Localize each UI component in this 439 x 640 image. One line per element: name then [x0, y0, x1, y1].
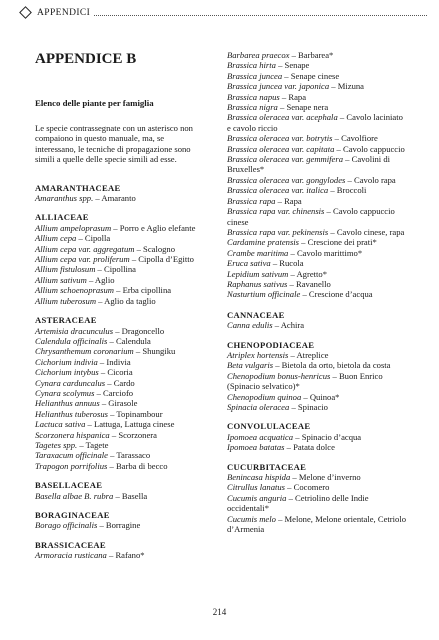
latin-name: Nasturtium officinale — [227, 289, 301, 300]
page-title: APPENDICE B — [35, 51, 137, 67]
left-family-list — [35, 183, 207, 561]
latin-name: Brassica rapa var. pekinensis — [227, 226, 329, 237]
common-name: – Calendula — [107, 335, 151, 346]
plant-entry — [227, 258, 407, 268]
common-name: – Tagete — [77, 439, 109, 450]
common-name: – Tarassaco — [107, 450, 151, 461]
plant-entry — [35, 296, 207, 306]
plant-entry — [227, 227, 407, 237]
common-name: – Amaranto — [93, 193, 136, 204]
subtitle: Elenco delle piante per famiglia — [35, 98, 154, 108]
common-name: – Borragine — [97, 520, 141, 531]
latin-name: Spinacia oleracea — [227, 402, 290, 412]
common-name: – Quinoa* — [301, 391, 340, 402]
right-column — [227, 50, 407, 534]
latin-name: Beta vulgaris — [227, 360, 274, 371]
common-name: – Cavolo rapa — [345, 174, 396, 185]
plant-entry — [35, 440, 207, 450]
running-header — [17, 6, 427, 20]
common-name: – Spinacio d’acqua — [293, 431, 362, 442]
right-family-list — [227, 50, 407, 534]
latin-name: Chrysanthemum coronarium — [35, 346, 134, 357]
latin-name: Cichorium indivia — [35, 356, 98, 367]
latin-name: Atriplex hortensis — [227, 349, 289, 360]
plant-entry — [227, 50, 407, 60]
plant-entry — [227, 60, 407, 70]
latin-name: Trapogon porrifolius — [35, 460, 108, 471]
common-name: – Cavolo cappuccio — [334, 143, 405, 154]
latin-name: Brassica juncea var. japonica — [227, 81, 330, 92]
family-heading: CANNACEAE — [227, 309, 285, 320]
plant-entry — [227, 432, 407, 442]
plant-entry — [227, 248, 407, 258]
plant-entry — [227, 92, 407, 102]
family-heading: CUCURBITACEAE — [227, 461, 307, 472]
latin-name: Eruca sativa — [227, 258, 271, 269]
common-name: – Topinambour — [107, 408, 163, 419]
latin-name: Scorzonera hispanica — [35, 429, 110, 440]
plant-entry — [35, 520, 207, 530]
plant-entry — [227, 371, 407, 392]
latin-name: Canna edulis — [227, 320, 273, 331]
family-heading: BRASSICACEAE — [35, 539, 106, 550]
common-name: – Spinacio — [289, 402, 328, 412]
latin-name: Helianthus annuus — [35, 398, 100, 409]
latin-name: Borago officinalis — [35, 520, 98, 531]
section-title: APPENDICI — [37, 6, 93, 20]
latin-name: Allium ampeloprasum — [35, 222, 112, 233]
common-name: – Senape cinese — [282, 70, 340, 81]
intro-paragraph: Le specie contrassegnate con un asterisco non compaiono in questo manuale, ma, se interessano, le tecniche di propagazione sono simili a quelle delle specie simili ad esse. — [35, 123, 193, 165]
common-name: – Scalogno — [134, 243, 176, 254]
latin-name: Raphanus sativus — [227, 278, 288, 289]
plant-entry — [227, 175, 407, 185]
common-name: – Agretto* — [288, 268, 328, 279]
common-name: – Cipollina — [95, 264, 136, 275]
common-name: – Cardo — [105, 377, 135, 388]
common-name: – Barbarea* — [289, 50, 334, 60]
latin-name: Lepidium sativum — [227, 268, 289, 279]
plant-entry — [35, 357, 207, 367]
latin-name: Allium cepa var. proliferum — [35, 254, 130, 265]
common-name: – Crescione dei prati* — [299, 237, 377, 248]
plant-entry — [227, 185, 407, 195]
left-column — [35, 50, 207, 561]
plant-entry — [35, 550, 207, 560]
common-name: – Senape nera — [277, 102, 329, 113]
common-name: – Melone, Melone orientale, Cetriolo d’Armenia — [227, 513, 407, 535]
common-name: – Broccoli — [328, 185, 367, 196]
common-name: – Aglio da taglio — [96, 295, 156, 306]
family-heading: AMARANTHACEAE — [35, 182, 121, 193]
latin-name: Crambe maritima — [227, 247, 289, 258]
common-name: – Erba cipollina — [114, 285, 172, 296]
plant-entry — [227, 71, 407, 81]
latin-name: Benincasa hispida — [227, 472, 291, 483]
latin-name: Calendula officinalis — [35, 335, 108, 346]
plant-entry — [227, 206, 407, 227]
plant-entry — [227, 493, 407, 514]
plant-entry — [35, 285, 207, 295]
latin-name: Brassica rapa var. chinensis — [227, 206, 325, 217]
latin-name: Allium schoenoprasum — [35, 285, 115, 296]
plant-entry — [227, 472, 407, 482]
latin-name: Brassica juncea — [227, 70, 283, 81]
common-name: – Indivia — [97, 356, 131, 367]
family-heading: CONVOLULACEAE — [227, 421, 311, 432]
common-name: – Cavolo cinese, rapa — [328, 226, 405, 237]
plant-entry — [35, 336, 207, 346]
common-name: – Dragoncello — [113, 325, 165, 336]
plant-entry — [35, 244, 207, 254]
latin-name: Allium tuberosum — [35, 295, 97, 306]
plant-entry — [227, 402, 407, 412]
common-name: – Senape — [275, 60, 310, 71]
common-name: – Mizuna — [329, 81, 365, 92]
plant-entry — [227, 442, 407, 452]
latin-name: Brassica oleracea var. gongylodes — [227, 174, 346, 185]
plant-entry — [35, 193, 207, 203]
plant-entry — [35, 378, 207, 388]
latin-name: Brassica oleracea var. gemmifera — [227, 154, 343, 165]
common-name: – Patata dolce — [284, 442, 335, 453]
plant-entry — [35, 275, 207, 285]
header-dotted-rule — [37, 15, 427, 16]
latin-name: Allium cepa — [35, 233, 77, 244]
common-name: – Atreplice — [288, 349, 329, 360]
latin-name: Brassica nigra — [227, 102, 278, 113]
plant-entry — [35, 461, 207, 471]
common-name: – Rafano* — [106, 550, 145, 561]
common-name: – Crescione d’acqua — [300, 289, 373, 300]
latin-name: Brassica rapa — [227, 195, 276, 206]
plant-entry — [227, 360, 407, 370]
plant-entry — [35, 367, 207, 377]
common-name: – Cicoria — [98, 367, 133, 378]
plant-entry — [35, 419, 207, 429]
latin-name: Taraxacum officinale — [35, 450, 108, 461]
common-name: – Cavolo cappuccio cinese — [227, 206, 395, 227]
latin-name: Armoracia rusticana — [35, 550, 107, 561]
plant-entry — [227, 279, 407, 289]
plant-entry — [227, 144, 407, 154]
latin-name: Cynara scolymus — [35, 387, 95, 398]
latin-name: Brassica oleracea var. acephala — [227, 112, 338, 123]
common-name: – Rucola — [270, 258, 304, 269]
latin-name: Allium fistulosum — [35, 264, 96, 275]
plant-entry — [35, 388, 207, 398]
plant-entry — [227, 102, 407, 112]
plant-entry — [227, 81, 407, 91]
family-heading: ASTERACEAE — [35, 315, 97, 326]
latin-name: Brassica oleracea var. capitata — [227, 143, 335, 154]
latin-name: Basella albae B. rubra — [35, 490, 114, 501]
plant-entry — [227, 482, 407, 492]
family-heading: BASELLACEAE — [35, 480, 103, 491]
family-heading: ALLIACEAE — [35, 212, 89, 223]
plant-entry — [35, 491, 207, 501]
common-name: – Cavolo laciniato e cavolo riccio — [227, 112, 403, 133]
common-name: – Shungiku — [133, 346, 176, 357]
family-heading: BORAGINACEAE — [35, 510, 110, 520]
common-name: – Carciofo — [94, 387, 134, 398]
plant-entry — [35, 223, 207, 233]
plant-entry — [227, 112, 407, 133]
family-heading: CHENOPODIACEAE — [227, 339, 315, 350]
common-name: – Porro e Aglio elefante — [111, 222, 196, 233]
common-name: – Melone d’inverno — [290, 472, 361, 483]
latin-name: Brassica oleracea var. botrytis — [227, 133, 333, 144]
common-name: – Achira — [272, 320, 305, 331]
common-name: – Girasole — [99, 398, 138, 409]
latin-name: Ipomoea batatas — [227, 442, 285, 453]
plant-entry — [35, 450, 207, 460]
latin-name: Cardamine pratensis — [227, 237, 300, 248]
common-name: – Lattuga, Lattuga cinese — [85, 419, 175, 430]
plant-entry — [227, 237, 407, 247]
common-name: – Cavolfiore — [332, 133, 378, 144]
latin-name: Chenopodium quinoa — [227, 391, 302, 402]
common-name: – Cavolini di Bruxelles* — [227, 154, 391, 175]
common-name: – Ravanello — [287, 278, 331, 289]
plant-entry — [35, 233, 207, 243]
common-name: – Scorzonera — [109, 429, 157, 440]
plant-entry — [35, 398, 207, 408]
latin-name: Cynara carduncalus — [35, 377, 106, 388]
plant-entry — [35, 326, 207, 336]
common-name: – Cetriolino delle Indie occidentali* — [227, 492, 369, 514]
latin-name: Amaranthus spp. — [35, 193, 94, 204]
latin-name: Cucumis anguria — [227, 492, 287, 503]
plant-entry — [227, 196, 407, 206]
page-number: 214 — [212, 607, 227, 617]
plant-entry — [227, 133, 407, 143]
plant-entry — [35, 254, 207, 264]
common-name: – Rapa — [275, 195, 302, 206]
common-name: – Cavolo marittimo* — [288, 247, 363, 258]
common-name: – Basella — [113, 490, 148, 501]
plant-entry — [227, 320, 407, 330]
latin-name: Cichorium intybus — [35, 367, 99, 378]
latin-name: Citrullus lanatus — [227, 482, 286, 493]
latin-name: Brassica napus — [227, 91, 280, 102]
latin-name: Allium sativum — [35, 274, 87, 285]
common-name: – Bietola da orto, bietola da costa — [273, 360, 391, 371]
plant-entry — [35, 409, 207, 419]
plant-entry — [35, 264, 207, 274]
plant-entry — [227, 514, 407, 535]
plant-entry — [227, 289, 407, 299]
plant-entry — [227, 269, 407, 279]
plant-entry — [227, 392, 407, 402]
latin-name: Ipomoea acquatica — [227, 431, 294, 442]
common-name: – Cocomero — [285, 482, 330, 493]
latin-name: Lactuca sativa — [35, 419, 86, 430]
latin-name: Cucumis melo — [227, 513, 276, 524]
plant-entry — [227, 350, 407, 360]
common-name: – Aglio — [86, 274, 115, 285]
plant-entry — [35, 430, 207, 440]
diamond-icon — [19, 6, 32, 19]
latin-name: Tagetes spp. — [35, 439, 78, 450]
common-name: – Cipolla — [76, 233, 111, 244]
common-name: – Barba di becco — [107, 460, 168, 471]
latin-name: Brassica oleracea var. italica — [227, 185, 329, 196]
latin-name: Allium cepa var. aggregatum — [35, 243, 135, 254]
latin-name: Barbarea praecox — [227, 50, 290, 60]
plant-entry — [227, 154, 407, 175]
plant-entry — [35, 346, 207, 356]
common-name: – Buon Enrico (Spinacio selvatico)* — [227, 370, 383, 392]
common-name: – Rapa — [279, 91, 307, 102]
common-name: – Cipolla d’Egitto — [129, 254, 194, 265]
latin-name: Artemisia dracunculus — [35, 325, 114, 336]
latin-name: Helianthus tuberosus — [35, 408, 108, 419]
latin-name: Chenopodium bonus-henricus — [227, 370, 331, 381]
latin-name: Brassica hirta — [227, 60, 276, 71]
